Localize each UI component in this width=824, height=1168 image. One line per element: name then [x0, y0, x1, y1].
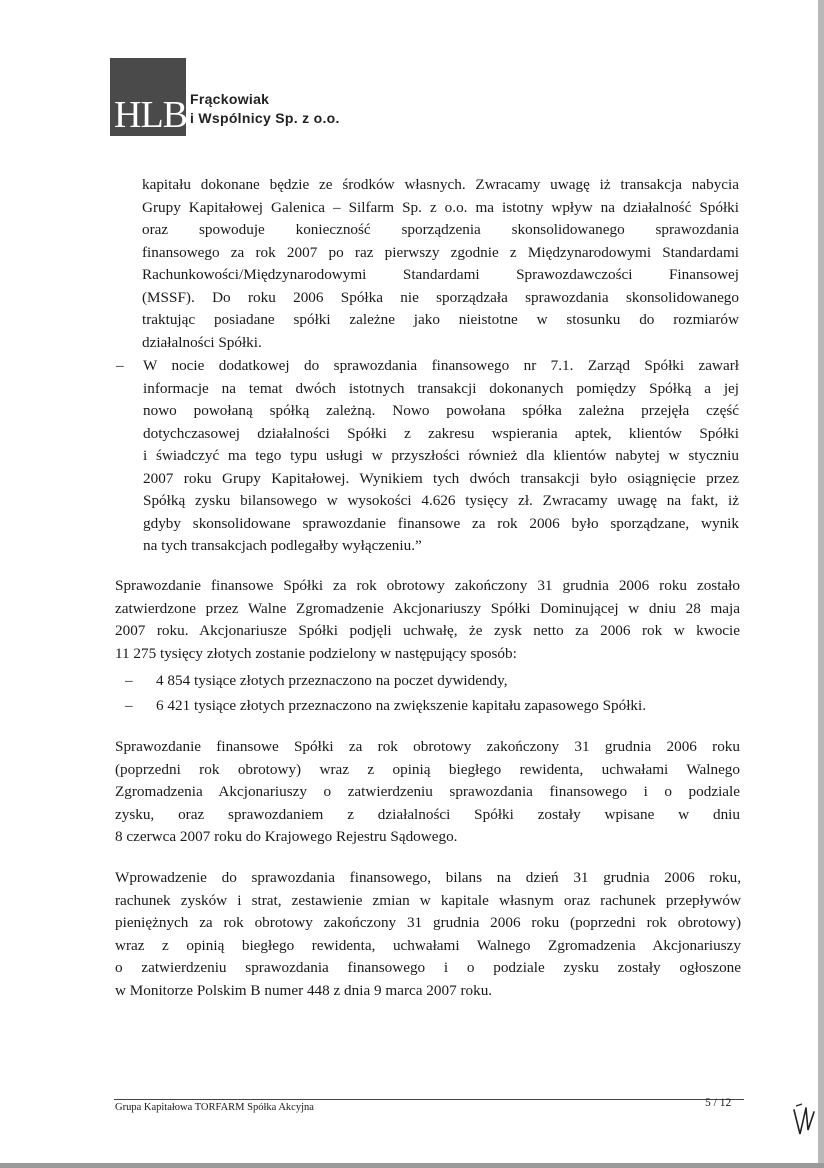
text-line: zatwierdzone przez Walne Zgromadzenie Akcjonariuszy Spółki Dominującej w dniu 28 maja — [115, 599, 740, 617]
intro-paragraph — [142, 174, 739, 354]
text-line: kapitału dokonane będzie ze środków własnych. Zwracamy uwagę iż transakcja nabycia — [142, 176, 739, 193]
text-line: 2007 roku. Akcjonariusze Spółki podjęli uchwałę, że zysk netto za 2006 rok w kwocie — [115, 622, 740, 639]
registry-paragraph — [115, 736, 740, 849]
text-line: informacje na temat dwóch istotnych transakcji dokonanych pomiędzy Spółką a jej — [143, 379, 739, 397]
footer-company: Grupa Kapitałowa TORFARM Spółka Akcyjna — [115, 1102, 314, 1113]
text-line: Sprawozdanie finansowe Spółki za rok obrotowy zakończony 31 grudnia 2006 roku — [115, 738, 740, 755]
scan-edge-bottom — [0, 1163, 824, 1168]
text-line: rachunek zysków i strat, zestawienie zmian w kapitale własnym oraz rachunek przepływów — [115, 891, 741, 909]
text-line: o zatwierdzeniu sprawozdania finansowego i o podziale zysku zostały ogłoszone — [115, 959, 741, 976]
text-line: dotychczasowej działalności Spółki z zakresu wspierania aptek, klientów Spółki — [143, 424, 739, 442]
firm-name — [190, 90, 340, 128]
text-line: finansowego za rok 2007 po raz pierwszy zgodnie z Międzynarodowymi Standardami — [142, 243, 739, 261]
text-line: pieniężnych za rok obrotowy zakończony 31 grudnia 2006 roku (poprzedni rok obrotowy) — [115, 914, 741, 931]
text-line: Wprowadzenie do sprawozdania finansowego, bilans na dzień 31 grudnia 2006 roku, — [115, 869, 741, 886]
text-line: Zgromadzenia Akcjonariuszy o zatwierdzeniu sprawozdania finansowego i o podziale — [115, 783, 740, 800]
note-paragraph — [143, 355, 739, 558]
monitor-paragraph — [115, 867, 741, 1002]
text-line: 11 275 tysięcy złotych zostanie podzielony w następujący sposób: — [115, 644, 517, 662]
note-dash: – — [116, 357, 124, 374]
handwritten-initials — [786, 1100, 820, 1148]
approval-paragraph — [115, 575, 740, 665]
firm-name-line2: i Wspólnicy Sp. z o.o. — [190, 110, 340, 126]
text-line: działalności Spółki. — [142, 333, 262, 351]
text-line: Rachunkowości/Międzynarodowymi Standardami Sprawozdawczości Finansowej — [142, 266, 739, 283]
profit-text: 6 421 tysiące złotych przeznaczono na zwiększenie kapitału zapasowego Spółki. — [156, 697, 647, 714]
text-line: wraz z opinią biegłego rewidenta, uchwałami Walnego Zgromadzenia Akcjonariuszy — [115, 936, 741, 954]
text-line: i świadczyć ma tego typu usługi w przyszłości również dla klientów nabytej w styczniu — [143, 447, 739, 464]
text-line: 8 czerwca 2007 roku do Krajowego Rejestru Sądowego. — [115, 828, 458, 845]
footer-rule — [114, 1099, 744, 1100]
profit-text: 4 854 tysiące złotych przeznaczono na poczet dywidendy, — [156, 672, 508, 689]
logo-mark: HLB — [114, 94, 187, 136]
text-line: nowo powołaną spółką zależną. Nowo powołana spółka zależna przejęła część — [143, 402, 739, 419]
text-line: zysku, oraz sprawozdaniem z działalności Spółki zostały wpisane w dniu — [115, 805, 740, 823]
text-line: Sprawozdanie finansowe Spółki za rok obrotowy zakończony 31 grudnia 2006 roku zostało — [115, 577, 740, 594]
scan-edge-right — [818, 0, 824, 1168]
profit-dash: – — [125, 672, 133, 689]
text-line: (poprzedni rok obrotowy) wraz z opinią biegłego rewidenta, uchwałami Walnego — [115, 760, 740, 778]
text-line: na tych transakcjach podlegałby wyłączeniu.” — [143, 537, 422, 554]
profit-dash: – — [125, 697, 133, 714]
firm-logo — [110, 58, 340, 136]
firm-name-line1: Frąckowiak — [190, 91, 270, 107]
logo-mark-box — [110, 58, 186, 136]
footer-page-number: 5 / 12 — [705, 1097, 732, 1109]
text-line: traktując posiadane spółki zależne jako nieistotne w stosunku do rozmiarów — [142, 311, 739, 328]
text-line: W nocie dodatkowej do sprawozdania finansowego nr 7.1. Zarząd Spółki zawarł — [143, 357, 739, 374]
text-line: gdyby skonsolidowane sprawozdanie finansowe za rok 2006 było sporządzane, wynik — [143, 514, 739, 532]
text-line: (MSSF). Do roku 2006 Spółka nie sporządzała sprawozdania skonsolidowanego — [142, 288, 739, 306]
text-line: Spółką zysku bilansowego w wysokości 4.626 tysięcy zł. Zwracamy uwagę na fakt, iż — [143, 492, 739, 509]
text-line: w Monitorze Polskim B numer 448 z dnia 9 marca 2007 roku. — [115, 981, 493, 999]
text-line: oraz spowoduje konieczność sporządzenia skonsolidowanego sprawozdania — [142, 221, 739, 238]
text-line: 2007 roku Grupy Kapitałowej. Wynikiem tych dwóch transakcji było osiągnięcie przez — [143, 469, 739, 487]
text-line: Grupy Kapitałowej Galenica – Silfarm Sp. z o.o. ma istotny wpływ na działalność Spółki — [142, 198, 739, 216]
